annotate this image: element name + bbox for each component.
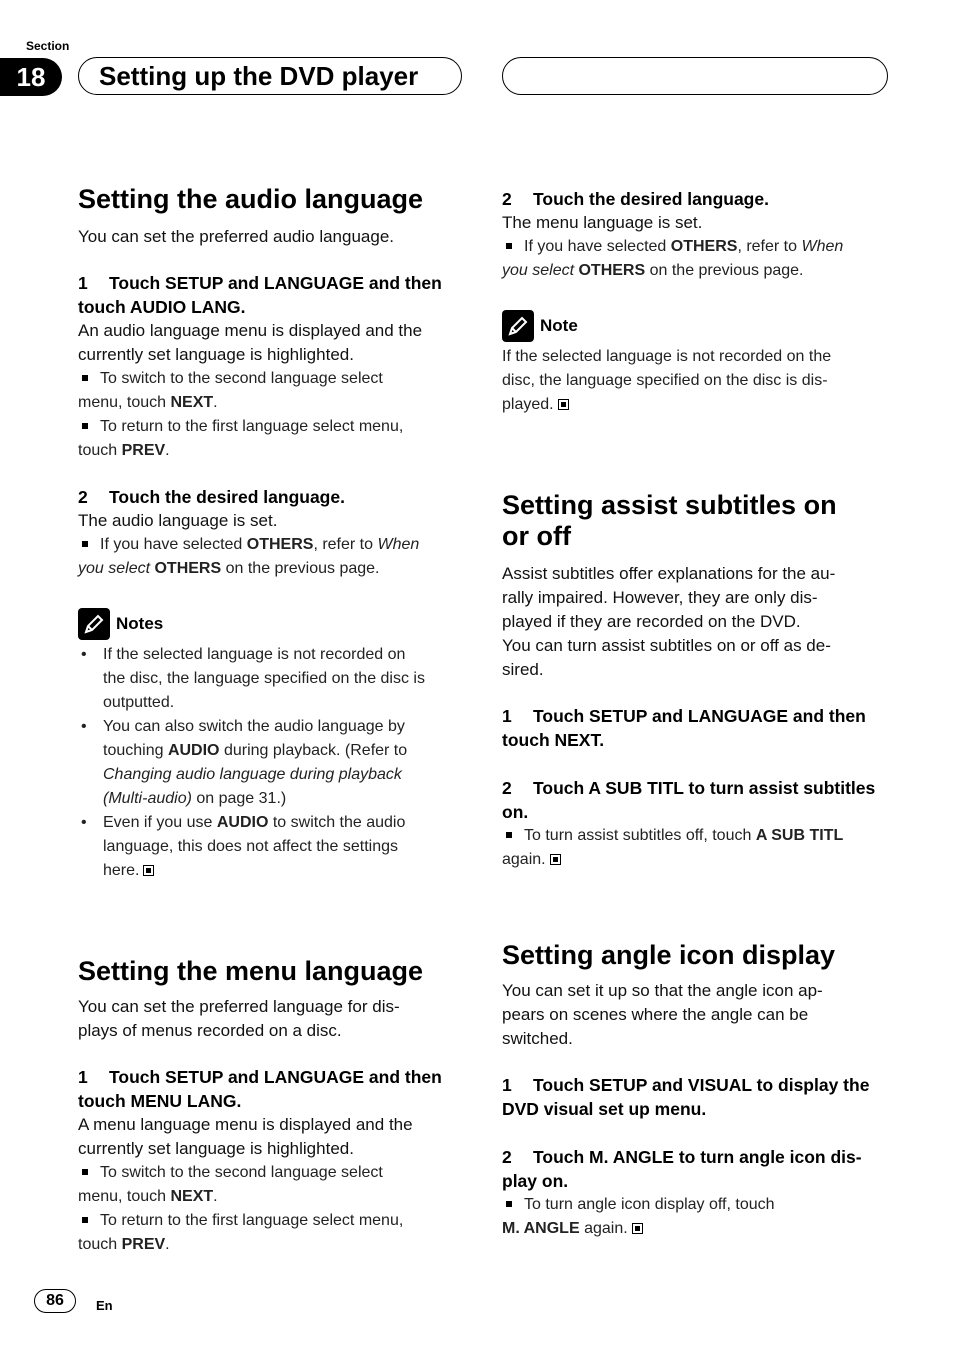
pencil-note-icon — [502, 310, 534, 342]
pencil-note-icon — [78, 608, 110, 640]
audio-bullet-prev: To return to the first language select menu, touch PREV. — [78, 418, 404, 459]
menu-language-section — [78, 956, 462, 1257]
audio-step2-body: The audio language is set. — [78, 511, 278, 530]
list-item: • You can also switch the audio language by touching AUDIO during playback. (Refer to Changing audio language during playback (Multi-audio) on page 31.) — [78, 715, 462, 811]
language-code: En — [96, 1298, 113, 1313]
assist-step1: 1 Touch SETUP and LANGUAGE and then touch NEXT. — [502, 706, 866, 750]
menu-intro: You can set the preferred language for dis- plays of menus recorded on a disc. — [78, 997, 400, 1040]
menu-bullet-others: If you have selected OTHERS, refer to When you select OTHERS on the previous page. — [502, 238, 844, 279]
audio-notes-list — [78, 643, 462, 883]
end-mark-icon — [558, 399, 569, 410]
audio-step1-body: An audio language menu is displayed and the currently set language is highlighted. — [78, 321, 423, 364]
page-number: 86 — [34, 1289, 76, 1313]
assist-subtitles-heading: Setting assist subtitles on or off — [502, 490, 837, 551]
angle-icon-heading: Setting angle icon display — [502, 940, 836, 970]
menu-step2: 2 Touch the desired language. — [502, 189, 769, 209]
menu-note-header — [502, 309, 886, 343]
note-label: Note — [540, 316, 578, 335]
assist-bullet: To turn assist subtitles off, touch A SUB TITL again. — [502, 827, 844, 868]
angle-step1: 1 Touch SETUP and VISUAL to display the DVD visual set up menu. — [502, 1075, 870, 1119]
list-item: • Even if you use AUDIO to switch the audio language, this does not affect the settings here. — [78, 811, 462, 883]
menu-step1-body: A menu language menu is displayed and the currently set language is highlighted. — [78, 1115, 413, 1158]
end-mark-icon — [550, 854, 561, 865]
section-label: Section — [26, 39, 70, 53]
right-column — [502, 187, 886, 417]
section-title: Setting up the DVD player — [78, 57, 462, 95]
angle-intro: You can set it up so that the angle icon ap- pears on scenes where the angle can be switched. — [502, 981, 823, 1048]
angle-bullet: To turn angle icon display off, touch M. ANGLE again. — [502, 1196, 775, 1237]
audio-notes-header — [78, 607, 462, 641]
menu-step1: 1 Touch SETUP and LANGUAGE and then touch MENU LANG. — [78, 1067, 442, 1111]
end-mark-icon — [143, 865, 154, 876]
notes-label: Notes — [116, 614, 164, 633]
header-empty-box — [502, 57, 888, 95]
audio-step2: 2 Touch the desired language. — [78, 487, 345, 507]
menu-step2-body: The menu language is set. — [502, 213, 703, 232]
list-item: • If the selected language is not recorded on the disc, the language specified on the disc is outputted. — [78, 643, 462, 715]
audio-language-heading: Setting the audio language — [78, 184, 424, 214]
audio-step1: 1 Touch SETUP and LANGUAGE and then touch AUDIO LANG. — [78, 273, 442, 317]
menu-note-text: If the selected language is not recorded on the disc, the language specified on the disc is dis- played. — [502, 348, 832, 413]
end-mark-icon — [632, 1223, 643, 1234]
audio-intro: You can set the preferred audio language. — [78, 227, 395, 246]
audio-bullet-others: If you have selected OTHERS, refer to When you select OTHERS on the previous page. — [78, 536, 420, 577]
menu-language-heading: Setting the menu language — [78, 956, 424, 986]
assist-step2: 2 Touch A SUB TITL to turn assist subtitles on. — [502, 778, 876, 822]
menu-bullet-prev: To return to the first language select menu, touch PREV. — [78, 1212, 404, 1253]
assist-subtitles-section — [502, 490, 886, 872]
angle-step2: 2 Touch M. ANGLE to turn angle icon dis- play on. — [502, 1147, 862, 1191]
menu-bullet-next: To switch to the second language select menu, touch NEXT. — [78, 1164, 383, 1205]
angle-icon-section — [502, 940, 886, 1241]
audio-bullet-next: To switch to the second language select menu, touch NEXT. — [78, 370, 383, 411]
assist-intro: Assist subtitles offer explanations for the au- rally impaired. However, they are only dis- played if they are recorded on the DVD. You can turn assist subtitles on or off as de- sired. — [502, 564, 836, 679]
left-column — [78, 184, 462, 883]
section-number: 18 — [0, 58, 62, 96]
